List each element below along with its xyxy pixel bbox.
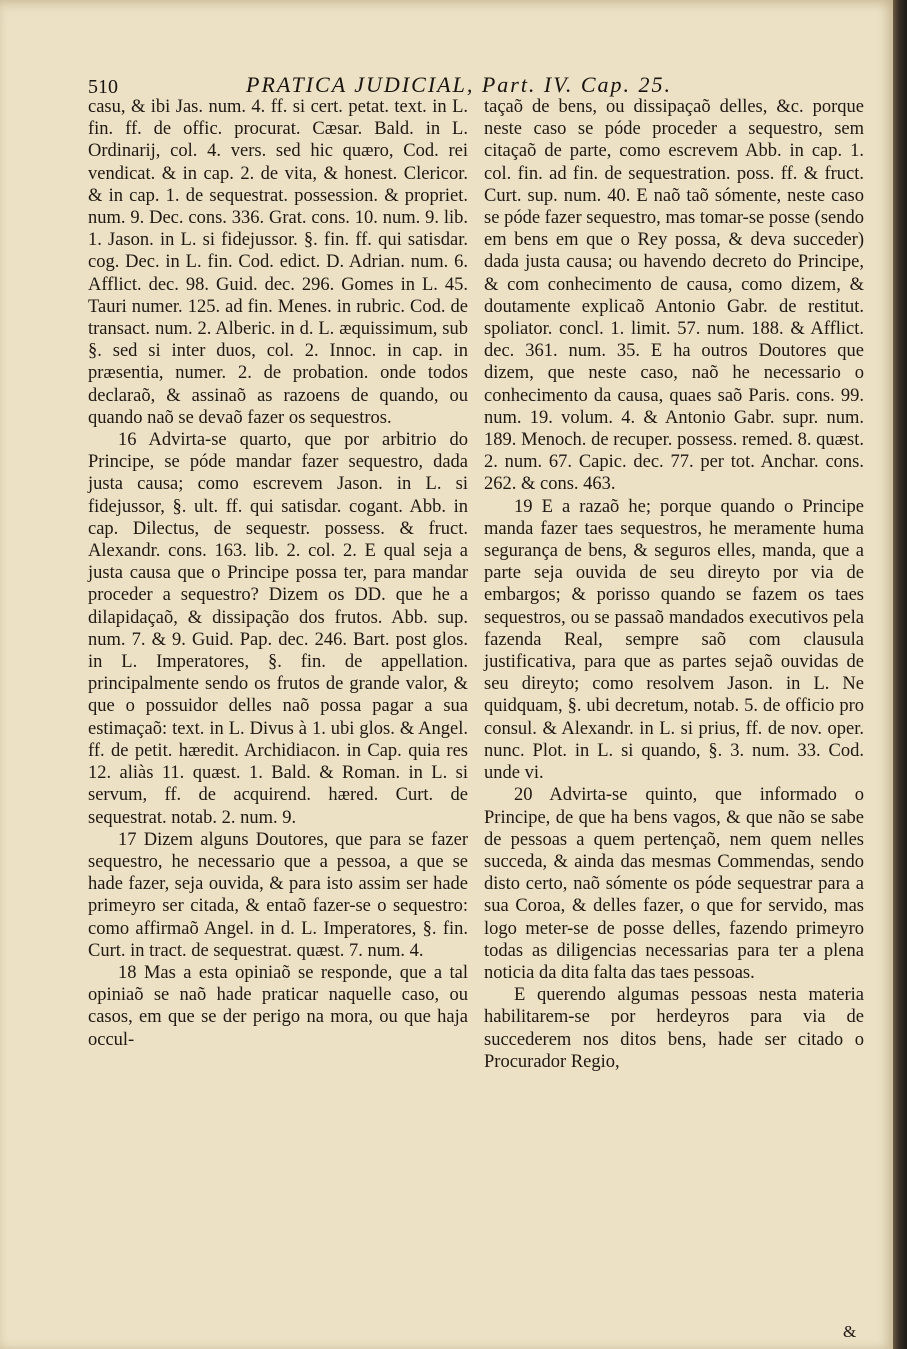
paragraph: 18 Mas a esta opiniaõ se responde, que a tal opiniaõ se naõ hade praticar naquelle caso, ou casos, em que se der perigo na mora, ou que haja occul- <box>88 962 468 1050</box>
paragraph: 19 E a razaõ he; porque quando o Principe manda fazer taes sequestros, he meramente huma segurança de bens, & seguros elles, manda, que a parte seja ouvida de seu direyto por via de embargos; & porisso quando se fazem os taes sequestros, ou se passaõ mandados executivos pela fazenda Real, sempre saõ com clausula justificativa, para que as partes sejaõ ouvidas de seu direyto; como resolvem Jason. in L. Ne quidquam, §. ubi decretum, notab. 5. de officio pro consul. & Alexandr. in L. si prius, ff. de nov. oper. nunc. Plot. in L. si quando, §. 3. num. 33. Cod. unde vi. <box>484 496 864 784</box>
paragraph: 17 Dizem alguns Doutores, que para se fazer sequestro, he necessario que a pessoa, a que se hade fazer, seja ouvida, & para isto assim ser hade primeyro ser citada, & entaõ fazer-se o sequestro: como affirmaõ Angel. in d. L. Imperatores, §. fin. Curt. in tract. de sequestrat. quæst. 7. num. 4. <box>88 829 468 961</box>
paragraph: 20 Advirta-se quinto, que informado o Principe, de que ha bens vagos, & que não se sabe de pessoas a quem pertençaõ, nem quem nelles succeda, & ainda das mesmas Commendas, sendo disto certo, naõ sómente os póde sequestrar para a sua Coroa, & delles fazer, o que for servido, mas logo meter-se de posse delles, fazendo primeyro todas as diligencias necessarias para ter a plena noticia da dita falta das taes pessoas. <box>484 785 864 983</box>
book-edge <box>893 0 907 1349</box>
running-title: PRATICA JUDICIAL, Part. IV. Cap. 25. <box>246 72 673 97</box>
paragraph: casu, & ibi Jas. num. 4. ff. si cert. petat. text. in L. fin. ff. de offic. procurat. Cæsar. Bald. in L. Ordinarij, col. 4. vers. sed hic quæro, Cod. rei vendicat. & in cap. 2. de vita, & honest. Clericor. & in cap. 1. de sequestrat. possession. & propriet. num. 9. Dec. cons. 336. Grat. cons. 10. num. 9. lib. 1. Jason. in L. si fidejussor. §. fin. ff. qui satisdar. cog. Dec. in L. fin. Cod. edict. D. Adrian. num. 6. Afflict. dec. 98. Guid. dec. 296. Gomes in L. 45. Tauri numer. 125. ad fin. Menes. in rubric. Cod. de transact. num. 2. Alberic. in d. L. æquissimum, sub §. sed si inter duos, col. 2. Innoc. in cap. in præsentia, numer. 2. de probation. onde todos declaraõ, & assinaõ as razoens de quando, ou quando naõ se devaõ fazer os sequestros. <box>88 97 468 428</box>
left-column <box>88 96 468 1051</box>
catchword: & <box>843 1322 857 1341</box>
paragraph: taçaõ de bens, ou dissipaçaõ delles, &c. porque neste caso se póde proceder a sequestro, sem citaçaõ de parte, como escrevem Abb. in cap. 1. col. fin. ad fin. de sequestration. poss. ff. & fruct. Curt. sup. num. 40. E naõ taõ sómente, neste caso se póde fazer sequestro, mas tomar-se posse (sendo em bens em que o Rey possa, & deva succeder) dada justa causa; ou havendo decreto do Principe, & com conhecimento de causa, como dizem, & doutamente explicaõ Antonio Gabr. de restitut. spoliator. concl. 1. limit. 57. num. 188. & Afflict. dec. 361. num. 35. E ha outros Doutores que dizem, que neste caso, naõ he necessario o conhecimento da causa, quaes saõ Paris. cons. 99. num. 19. volum. 4. & Antonio Gabr. supr. num. 189. Menoch. de recuper. possess. remed. 8. quæst. 2. num. 67. Capic. dec. 77. per tot. Anchar. cons. 262. & cons. 463. <box>484 97 864 495</box>
page-number: 510 <box>88 76 118 98</box>
paragraph: 16 Advirta-se quarto, que por arbitrio do Principe, se póde mandar fazer sequestro, dada justa causa; como escrevem Jason. in L. si fidejussor, §. ult. ff. qui satisdar. cogant. Abb. in cap. Dilectus, de sequestr. possess. & fruct. Alexandr. cons. 163. lib. 2. col. 2. E qual seja a justa causa que o Principe possa ter, para mandar proceder a sequestro? Dizem os DD. que he a dilapidaçaõ, & dissipação dos frutos. Abb. sup. num. 7. & 9. Guid. Pap. dec. 246. Bart. post glos. in L. Imperatores, §. fin. de appellation. principalmente sendo os frutos de grande valor, & que o possuidor delles naõ possa pagar a sua estimaçaõ: text. in L. Divus à 1. ubi glos. & Angel. ff. de petit. hæredit. Archidiacon. in Cap. quia res 12. aliàs 11. quæst. 1. Bald. & Roman. in L. si servum, ff. de acquirend. hæred. Curt. de sequestrat. notab. 2. num. 9. <box>88 430 468 828</box>
paragraph: E querendo algumas pessoas nesta materia habilitarem-se por herdeyros para via de succederem nos ditos bens, hade ser citado o Procurador Regio, <box>484 985 864 1072</box>
right-column <box>484 96 864 1073</box>
